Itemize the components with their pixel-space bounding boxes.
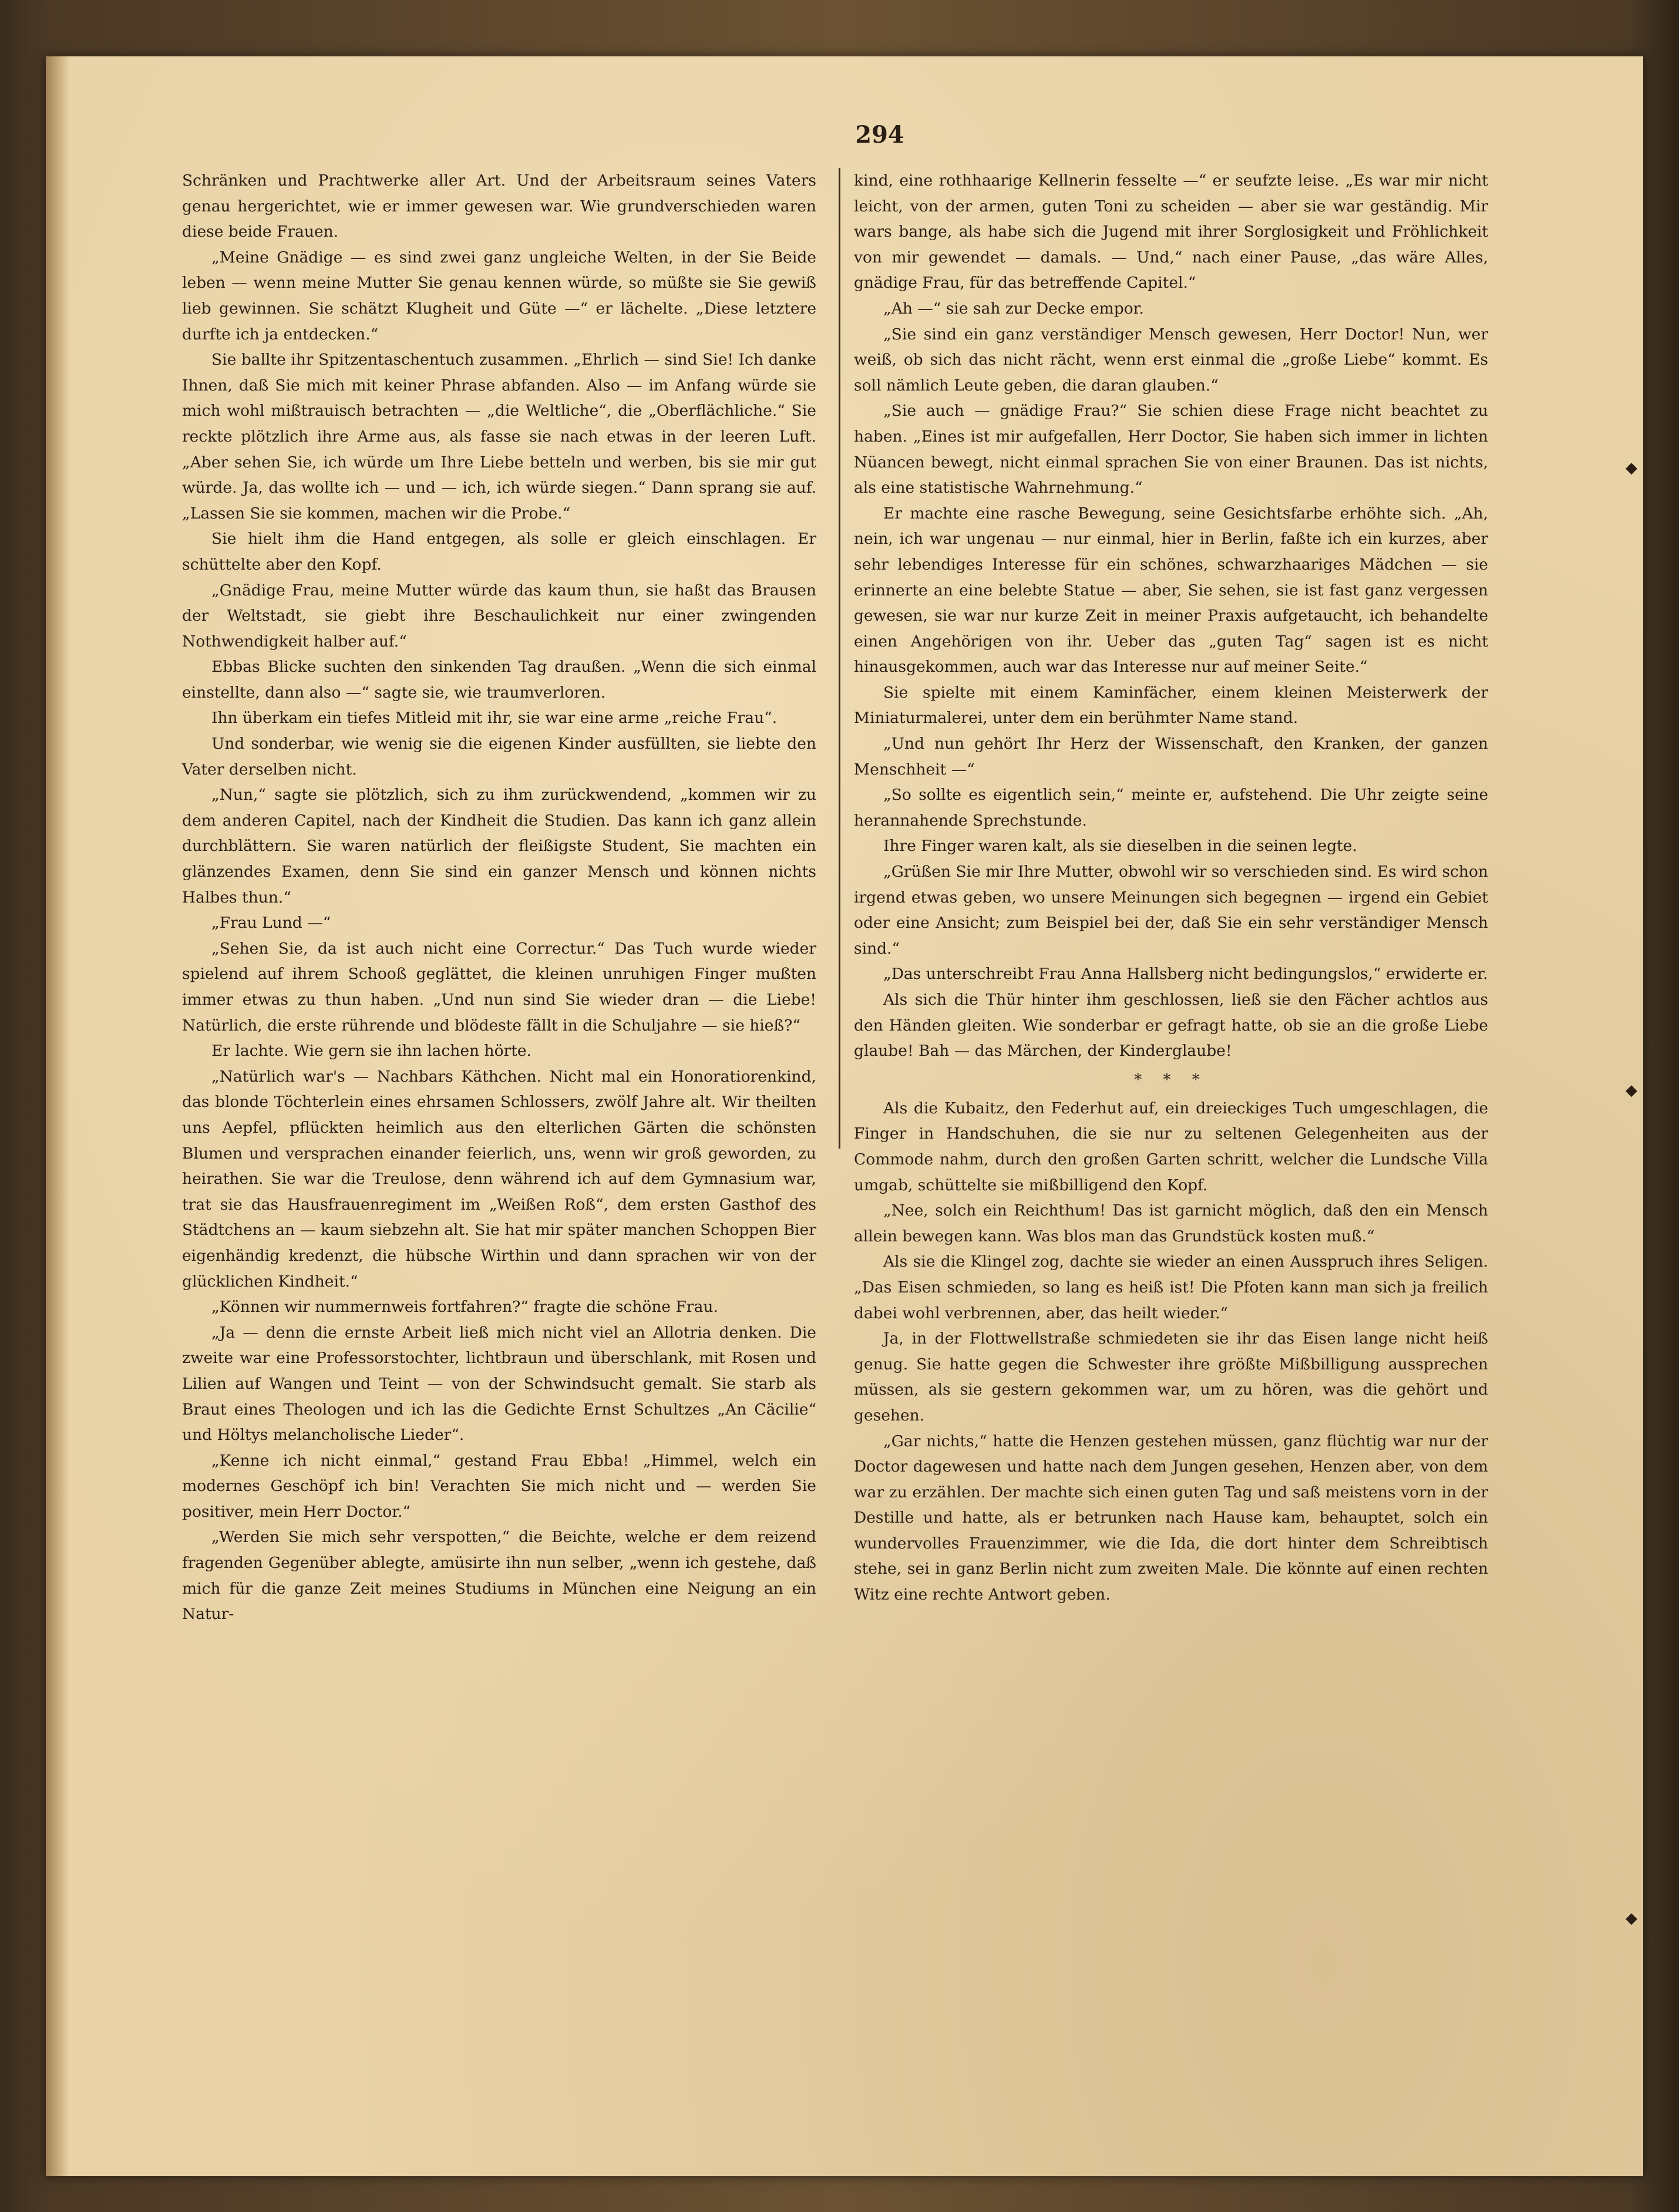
paragraph: „Gar nichts,“ hatte die Henzen gestehen müssen, ganz flüchtig war nur der Doctor dagewesen und hatte nach dem Jungen gesehen, Henzen aber, von dem war zu erzählen. Der machte sich einen guten Tag und saß meistens vorn in der Destille und hatte, als er betrunken nach Hause kam, behauptet, solch ein wundervolles Frauenzimmer, wie die Ida, die dort hinter dem Schreibtisch stehe, sei in ganz Berlin nicht zum zweiten Male. Die könnte auf einen rechten Witz eine rechte Antwort geben.	[854, 1432, 1488, 1604]
text-column-left	[182, 168, 816, 1627]
paragraph: „Ah —“ sie sah zur Decke empor.	[883, 299, 1144, 318]
right-column-part-two	[854, 1096, 1488, 1608]
paragraph: Sie ballte ihr Spitzentaschentuch zusammen. „Ehrlich — sind Sie! Ich danke Ihnen, daß Sie mich mit keiner Phrase abfanden. Also — im Anfang würde sie mich wohl mißtrauisch betrachten — „die Weltliche“, die „Oberflächliche.“ Sie reckte plötzlich ihre Arme aus, als fasse sie nach etwas in der leeren Luft. „Aber sehen Sie, ich würde um Ihre Liebe betteln und werben, bis sie mir gut würde. Ja, das wollte ich — und — ich, ich würde siegen.“ Dann sprang sie auf. „Lassen Sie sie kommen, machen wir die Probe.“	[182, 351, 816, 523]
paragraph: Er machte eine rasche Bewegung, seine Gesichtsfarbe erhöhte sich. „Ah, nein, ich war ungenau — nur einmal, hier in Berlin, faßte ich ein kurzes, aber sehr lebendiges Interesse für ein schönes, schwarzhaariges Mädchen — sie erinnerte an eine belebte Statue — aber, Sie sehen, sie ist fast ganz vergessen gewesen, sie war nur kurze Zeit in meiner Praxis aufgetaucht, ich behandelte einen Angehörigen von ihr. Ueber das „guten Tag“ sagen ist es nicht hinausgekommen, auch war das Interesse nur auf meiner Seite.“	[854, 504, 1488, 676]
paragraph: „Kenne ich nicht einmal,“ gestand Frau Ebba! „Himmel, welch ein modernes Geschöpf ich bin! Verachten Sie mich nicht und — werden Sie positiver, mein Herr Doctor.“	[182, 1451, 816, 1521]
margin-arrow-mark: ◆	[1626, 1082, 1637, 1099]
paragraph: „Gnädige Frau, meine Mutter würde das kaum thun, sie haßt das Brausen der Weltstadt, sie giebt ihre Beschaulichkeit nur einer zwingenden Nothwendigkeit halber auf.“	[182, 581, 816, 651]
margin-arrow-mark: ◆	[1626, 459, 1637, 477]
paragraph: „So sollte es eigentlich sein,“ meinte er, aufstehend. Die Uhr zeigte seine herannahende Sprechstunde.	[854, 786, 1488, 830]
paragraph: Ihn überkam ein tiefes Mitleid mit ihr, sie war eine arme „reiche Frau“.	[211, 709, 778, 728]
paragraph: „Sie auch — gnädige Frau?“ Sie schien diese Frage nicht beachtet zu haben. „Eines ist mir aufgefallen, Herr Doctor, Sie haben sich immer in lichten Nüancen bewegt, nicht einmal sprachen Sie von einer Braunen. Das ist nichts, als eine statistische Wahrnehmung.“	[854, 402, 1488, 497]
paragraph: „Natürlich war's — Nachbars Käthchen. Nicht mal ein Honoratiorenkind, das blonde Töchterlein eines ehrsamen Schlossers, zwölf Jahre alt. Wir theilten uns Aepfel, pflückten heimlich aus den elterlichen Gärten die schönsten Blumen und versprachen einander feierlich, uns, wenn wir groß geworden, zu heirathen. Sie war die Treulose, denn während ich auf dem Gymnasium war, trat sie das Hausfrauenregiment im „Weißen Roß“, dem ersten Gasthof des Städtchens an — kaum siebzehn alt. Sie hat mir später manchen Schoppen Bier eigenhändig kredenzt, die hübsche Wirthin und dann sprachen wir von der glücklichen Kindheit.“	[182, 1067, 816, 1291]
column-divider	[839, 168, 840, 1149]
paragraph: „Nun,“ sagte sie plötzlich, sich zu ihm zurückwendend, „kommen wir zu dem anderen Capitel, nach der Kindheit die Studien. Das kann ich ganz allein durchblättern. Sie waren natürlich der fleißigste Student, Sie machten ein glänzendes Examen, denn Sie sind ein ganzer Mensch und können nichts Halbes thun.“	[182, 786, 816, 907]
paragraph: „Können wir nummernweis fortfahren?“ fragte die schöne Frau.	[211, 1298, 718, 1317]
text-column-right	[854, 168, 1488, 1608]
paragraph: „Grüßen Sie mir Ihre Mutter, obwohl wir so verschieden sind. Es wird schon irgend etwas geben, wo unsere Meinungen sich begegnen — irgend ein Gebiet oder eine Ansicht; zum Beispiel bei der, daß Sie ein sehr verständiger Mensch sind.“	[854, 863, 1488, 958]
paragraph: „Nee, solch ein Reichthum! Das ist garnicht möglich, daß den ein Mensch allein bewegen kann. Was blos man das Grundstück kosten muß.“	[854, 1201, 1488, 1245]
paragraph: Ja, in der Flottwellstraße schmiedeten sie ihr das Eisen lange nicht heiß genug. Sie hatte gegen die Schwester ihre größte Mißbilligung aussprechen müssen, als sie gestern gekommen war, um zu hören, was die gehört und gesehen.	[854, 1329, 1488, 1425]
paragraph: Sie spielte mit einem Kaminfächer, einem kleinen Meisterwerk der Miniaturmalerei, unter dem ein berühmter Name stand.	[854, 683, 1488, 728]
paragraph: „Meine Gnädige — es sind zwei ganz ungleiche Welten, in der Sie Beide leben — wenn meine Mutter Sie genau kennen würde, so müßte sie Sie gewiß lieb gewinnen. Sie schätzt Klugheit und Güte —“ er lächelte. „Diese letztere durfte ich ja entdecken.“	[182, 248, 816, 344]
paragraph: „Frau Lund —“	[211, 914, 331, 932]
paragraph: Als sich die Thür hinter ihm geschlossen, ließ sie den Fächer achtlos aus den Händen gleiten. Wie sonderbar er gefragt hatte, ob sie an die große Liebe glaube! Bah — das Märchen, der Kinderglaube!	[854, 991, 1488, 1060]
paragraph: „Sehen Sie, da ist auch nicht eine Correctur.“ Das Tuch wurde wieder spielend auf ihrem Schooß geglättet, die kleinen unruhigen Finger mußten immer etwas zu thun haben. „Und nun sind Sie wieder dran — die Liebe! Natürlich, die erste rührende und blödeste fällt in die Schuljahre — sie hieß?“	[182, 939, 816, 1035]
paragraph: „Sie sind ein ganz verständiger Mensch gewesen, Herr Doctor! Nun, wer weiß, ob sich das nicht rächt, wenn erst einmal die „große Liebe“ kommt. Es soll nämlich Leute geben, die daran glauben.“	[854, 325, 1488, 395]
paragraph: Und sonderbar, wie wenig sie die eigenen Kinder ausfüllten, sie liebte den Vater derselben nicht.	[182, 735, 816, 779]
paragraph: „Werden Sie mich sehr verspotten,“ die Beichte, welche er dem reizend fragenden Gegenüber ablegte, amüsirte ihn nun selber, „wenn ich gestehe, daß mich für die ganze Zeit meines Studiums in München eine Neigung an ein Natur-	[182, 1528, 816, 1624]
section-break-asterisks: * * *	[1134, 1070, 1208, 1089]
page-edge-shadow	[46, 56, 69, 2176]
paragraph: „Ja — denn die ernste Arbeit ließ mich nicht viel an Allotria denken. Die zweite war eine Professorstochter, lichtbraun und überschlank, mit Rosen und Lilien auf Wangen und Teint — von der Schwindsucht gemalt. Sie starb als Braut eines Theologen und ich las die Gedichte Ernst Schultzes „An Cäcilie“ und Höltys melancholische Lieder“.	[182, 1323, 816, 1445]
paragraph: „Das unterschreibt Frau Anna Hallsberg nicht bedingungslos,“ erwiderte er.	[883, 965, 1488, 984]
paragraph: „Und nun gehört Ihr Herz der Wissenschaft, den Kranken, der ganzen Menschheit —“	[854, 735, 1488, 779]
right-column-part-one	[854, 168, 1488, 1064]
page-number: 294	[855, 121, 904, 149]
paragraph: Er lachte. Wie gern sie ihn lachen hörte.	[211, 1042, 531, 1060]
paragraph: Ebbas Blicke suchten den sinkenden Tag draußen. „Wenn die sich einmal einstellte, dann also —“ sagte sie, wie traumverloren.	[182, 658, 816, 702]
margin-arrow-mark: ◆	[1626, 1910, 1637, 1927]
paragraph: Sie hielt ihm die Hand entgegen, als solle er gleich einschlagen. Er schüttelte aber den Kopf.	[182, 530, 816, 574]
paragraph: Als sie die Klingel zog, dachte sie wieder an einen Ausspruch ihres Seligen. „Das Eisen schmieden, so lang es heiß ist! Die Pfoten kann man sich ja freilich dabei wohl verbrennen, aber, das heilt wieder.“	[854, 1253, 1488, 1322]
paragraph: Ihre Finger waren kalt, als sie dieselben in die seinen legte.	[883, 837, 1358, 856]
paragraph: Als die Kubaitz, den Federhut auf, ein dreieckiges Tuch umgeschlagen, die Finger in Handschuhen, die sie nur zu seltenen Gelegenheiten aus der Commode nahm, durch den großen Garten schritt, welcher die Lundsche Villa umgab, schüttelte sie mißbilligend den Kopf.	[854, 1099, 1488, 1194]
paragraph: kind, eine rothhaarige Kellnerin fesselte —“ er seufzte leise. „Es war mir nicht leicht, von der armen, guten Toni zu scheiden — aber sie war geständig. Mir wars bange, als habe sich die Jugend mit ihrer Sorglosigkeit und Fröhlichkeit von mir gewendet — damals. — Und,“ nach einer Pause, „das wäre Alles, gnädige Frau, für das betreffende Capitel.“	[854, 171, 1488, 292]
paragraph: Schränken und Prachtwerke aller Art. Und der Arbeitsraum seines Vaters genau hergerichtet, wie er immer gewesen war. Wie grundverschieden waren diese beide Frauen.	[182, 171, 816, 241]
book-page	[46, 56, 1643, 2176]
